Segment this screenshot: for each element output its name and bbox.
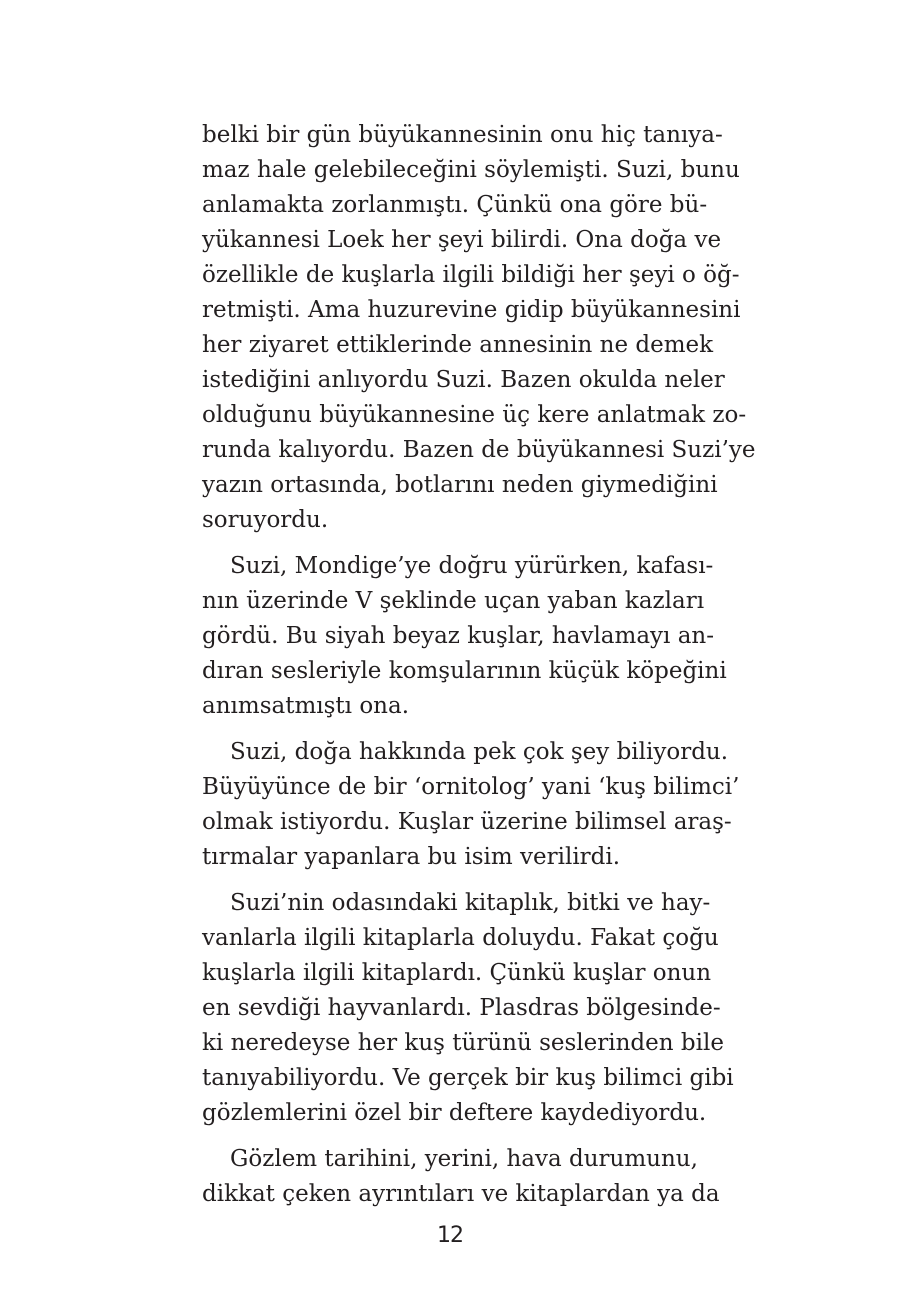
text-line: en sevdiği hayvanlardı. Plasdras bölgesinde- [202,995,721,1021]
text-line: dikkat çeken ayrıntıları ve kitaplardan ya da [202,1181,720,1207]
text-line: dıran sesleriyle komşularının küçük köpeğini [202,658,727,684]
text-line: soruyordu. [202,507,329,533]
text-line: gördü. Bu siyah beyaz kuşlar, havlamayı an- [202,623,714,649]
text-line: Gözlem tarihini, yerini, hava durumunu, [230,1146,698,1172]
text-line: ki neredeyse her kuş türünü seslerinden bile [202,1030,724,1056]
text-line: anlamakta zorlanmıştı. Çünkü ona göre bü- [202,192,708,218]
paragraph-1 [202,118,756,538]
text-line: belki bir gün büyükannesinin onu hiç tanıya- [202,122,723,148]
text-line: Büyüyünce de bir ‘ornitolog’ yani ‘kuş bilimci’ [202,774,740,800]
text-line: anımsatmıştı ona. [202,693,410,719]
text-line: tırmalar yapanlara bu isim verilirdi. [202,844,621,870]
body-text [202,118,756,1223]
text-line: retmişti. Ama huzurevine gidip büyükannesini [202,297,741,323]
text-line: gözlemlerini özel bir deftere kaydediyordu. [202,1100,707,1126]
text-line: Suzi, doğa hakkında pek çok şey biliyordu. [230,739,729,765]
text-line: runda kalıyordu. Bazen de büyükannesi Suzi’ye [202,437,756,463]
text-line: Suzi, Mondige’ye doğru yürürken, kafası- [230,553,714,579]
paragraph-3 [202,735,740,875]
text-line: yükannesi Loek her şeyi bilirdi. Ona doğa ve [202,227,722,253]
text-line: tanıyabiliyordu. Ve gerçek bir kuş bilimci gibi [202,1065,734,1091]
text-line: maz hale gelebileceğini söylemişti. Suzi, bunu [202,157,740,183]
text-line: vanlarla ilgili kitaplarla doluydu. Fakat çoğu [202,925,719,951]
paragraph-2 [202,549,727,724]
page-number: 12 [437,1223,463,1248]
paragraph-4 [202,886,734,1131]
text-line: yazın ortasında, botlarını neden giymediğini [202,472,718,498]
text-line: istediğini anlıyordu Suzi. Bazen okulda neler [202,367,725,393]
paragraph-5 [202,1142,720,1212]
text-line: olduğunu büyükannesine üç kere anlatmak zo- [202,402,747,428]
text-line: kuşlarla ilgili kitaplardı. Çünkü kuşlar onun [202,960,712,986]
text-line: Suzi’nin odasındaki kitaplık, bitki ve hay- [230,890,711,916]
text-line: nın üzerinde V şeklinde uçan yaban kazları [202,588,705,614]
text-line: özellikle de kuşlarla ilgili bildiği her şeyi o öğ- [202,262,740,288]
text-line: her ziyaret ettiklerinde annesinin ne demek [202,332,714,358]
text-line: olmak istiyordu. Kuşlar üzerine bilimsel araş- [202,809,732,835]
